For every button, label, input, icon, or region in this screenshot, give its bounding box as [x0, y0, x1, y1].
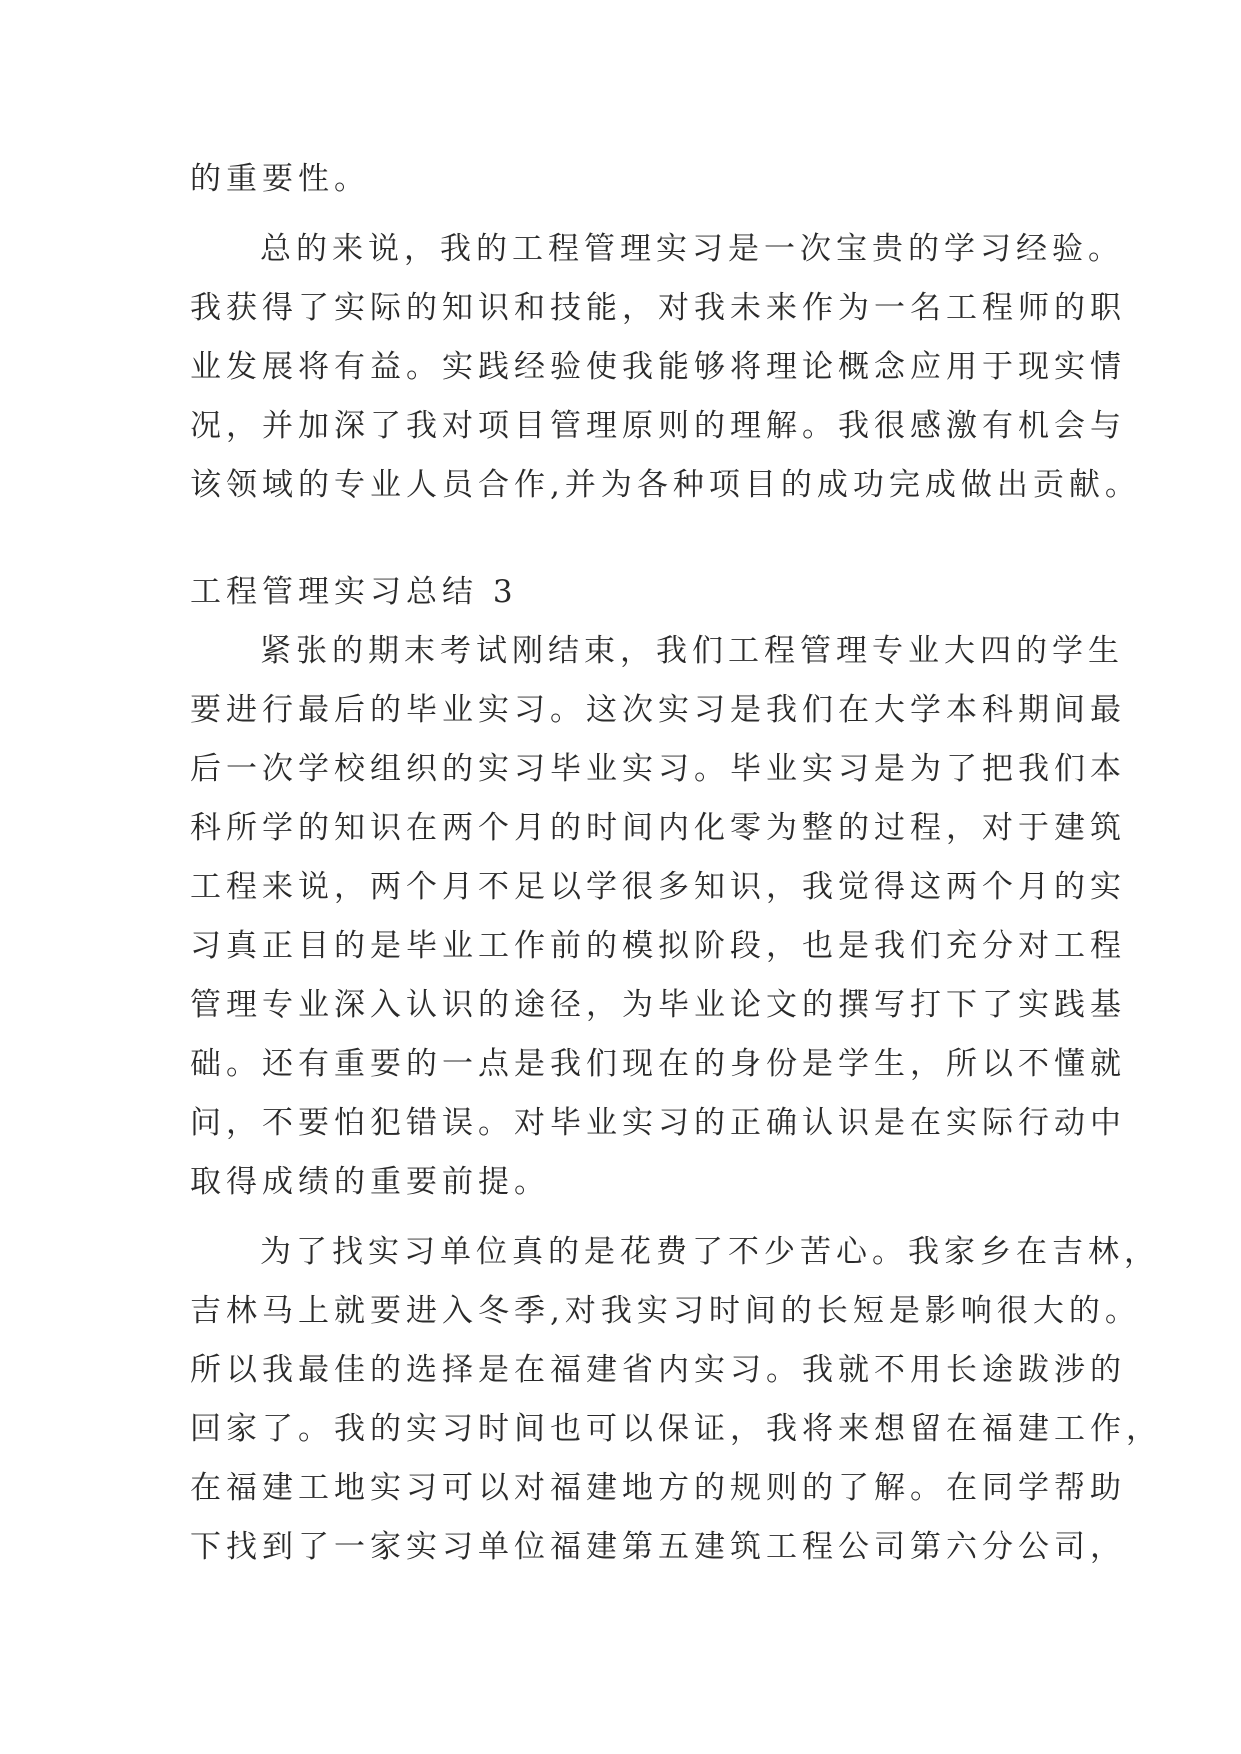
- paragraph-line: 该领域的专业人员合作,并为各种项目的成功完成做出贡献。: [190, 467, 1141, 503]
- paragraph-line: 在福建工地实习可以对福建地方的规则的了解。在同学帮助: [190, 1470, 1126, 1506]
- paragraph-line: 取得成绩的重要前提。: [190, 1164, 550, 1200]
- paragraph-line: 吉林马上就要进入冬季,对我实习时间的长短是影响很大的。: [190, 1293, 1141, 1329]
- paragraph-line: 后一次学校组织的实习毕业实习。毕业实习是为了把我们本: [190, 751, 1126, 787]
- paragraph-line: 工程来说，两个月不足以学很多知识，我觉得这两个月的实: [190, 869, 1126, 905]
- paragraph-internship-search: [190, 1223, 1162, 1577]
- paragraph-intro: [190, 622, 1126, 1212]
- paragraph-line: 要进行最后的毕业实习。这次实习是我们在大学本科期间最: [190, 692, 1126, 728]
- paragraph-line: 所以我最佳的选择是在福建省内实习。我就不用长途跋涉的: [190, 1352, 1126, 1388]
- paragraph-line: 回家了。我的实习时间也可以保证，我将来想留在福建工作，: [190, 1411, 1162, 1447]
- paragraph-summary: [190, 220, 1141, 515]
- paragraph-line: 习真正目的是毕业工作前的模拟阶段，也是我们充分对工程: [190, 928, 1126, 964]
- paragraph-line: 总的来说，我的工程管理实习是一次宝贵的学习经验。: [260, 231, 1124, 267]
- paragraph-line: 业发展将有益。实践经验使我能够将理论概念应用于现实情: [190, 349, 1126, 385]
- paragraph-line: 况，并加深了我对项目管理原则的理解。我很感激有机会与: [190, 408, 1126, 444]
- paragraph-line: 问，不要怕犯错误。对毕业实习的正确认识是在实际行动中: [190, 1105, 1126, 1141]
- section-title: 工程管理实习总结 3: [190, 574, 518, 610]
- paragraph-line: 础。还有重要的一点是我们现在的身份是学生，所以不懂就: [190, 1046, 1126, 1082]
- paragraph-line: 下找到了一家实习单位福建第五建筑工程公司第六分公司，: [190, 1529, 1126, 1565]
- paragraph-line: 为了找实习单位真的是花费了不少苦心。我家乡在吉林，: [260, 1234, 1160, 1270]
- paragraph-spacer: [190, 209, 1070, 220]
- paragraph-line: 科所学的知识在两个月的时间内化零为整的过程，对于建筑: [190, 810, 1126, 846]
- paragraph-line: 我获得了实际的知识和技能，对我未来作为一名工程师的职: [190, 290, 1126, 326]
- section-spacer: [190, 515, 1070, 563]
- document-body: [190, 150, 1162, 1577]
- paragraph-spacer: [190, 1212, 1070, 1223]
- paragraph-line: 紧张的期末考试刚结束，我们工程管理专业大四的学生: [260, 633, 1124, 669]
- continuation-line: 的重要性。: [190, 161, 370, 197]
- paragraph-line: 管理专业深入认识的途径，为毕业论文的撰写打下了实践基: [190, 987, 1126, 1023]
